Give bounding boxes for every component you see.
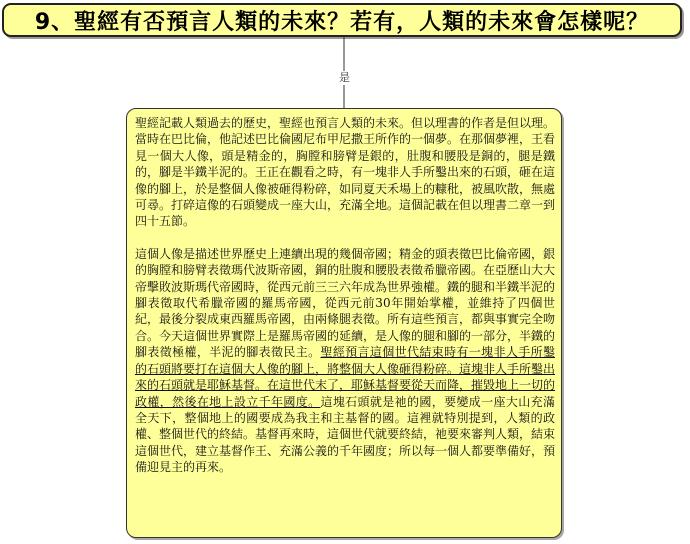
edge-label-yes: 是 — [339, 71, 350, 84]
answer-paragraph-2-underlined: 聖經預言這個世代結束時有一塊非人手所鑿的石頭將要打在這個大人像的腳上，將整個大人像砸得粉碎。這塊非人手所鑿出來的石頭就是耶穌基督。在這世代末了，耶穌基督要從天而降，摧毀地上一切的政權，然後在地上設立千年國度。 — [135, 345, 556, 409]
answer-paragraph-2-plain: 這個人像是描述世界歷史上連續出現的幾個帝國；精金的頭表徵巴比倫帝國，銀的胸膛和膀臂表徵瑪代波斯帝國，銅的肚腹和腰股表徵希臘帝國。在亞歷山大大帝擊敗波斯瑪代帝國時，從西元前三三六年成為世界強權。鐵的腿和半鐵半泥的腳表徵取代希臘帝國的羅馬帝國，從西元前30年開始掌權，並維持了四個世紀，最後分裂成東西羅馬帝國，由兩條腿表徵。所有這些預言，都與事實完全吻合。今天這個世界實際上是羅馬帝國的延續，是人像的腿和腳的一部分，半鐵的腳表徵極權，半泥的腳表徵民主。 — [135, 246, 556, 360]
answer-paragraph-2-tail: 這塊石頭就是祂的國，要變成一座大山充滿全天下，整個地上的國要成為我主和主基督的國。這裡就特別提到，人類的政權、整個世代的終結。基督再來時，這個世代就要終結，祂要來審判人類，結束這個世代，建立基督作王、充滿公義的千年國度；所以每一個人都要準備好，預備迎見主的再來。 — [135, 394, 556, 475]
answer-node — [126, 108, 562, 538]
question-text: 9、聖經有否預言人類的未來？若有，人類的未來會怎樣呢？ — [34, 9, 650, 35]
answer-paragraph-2 — [135, 246, 555, 476]
answer-paragraph-1: 聖經記載人類過去的歷史，聖經也預言人類的未來。但以理書的作者是但以理。當時在巴比倫，他記述巴比倫國尼布甲尼撒王所作的一個夢。在那個夢裡，王看見一個大人像，頭是精金的，胸膛和膀臂是銀的，肚腹和腰股是銅的，腿是鐵的，腳是半鐵半泥的。王正在觀看之時，有一塊非人手所鑿出來的石頭，砸在這像的腳上，於是整個人像被砸得粉碎，如同夏天禾場上的糠秕，被風吹散，無處可尋。打碎這像的石頭變成一座大山，充滿全地。這個記載在但以理書二章一到四十五節。 — [135, 116, 556, 229]
